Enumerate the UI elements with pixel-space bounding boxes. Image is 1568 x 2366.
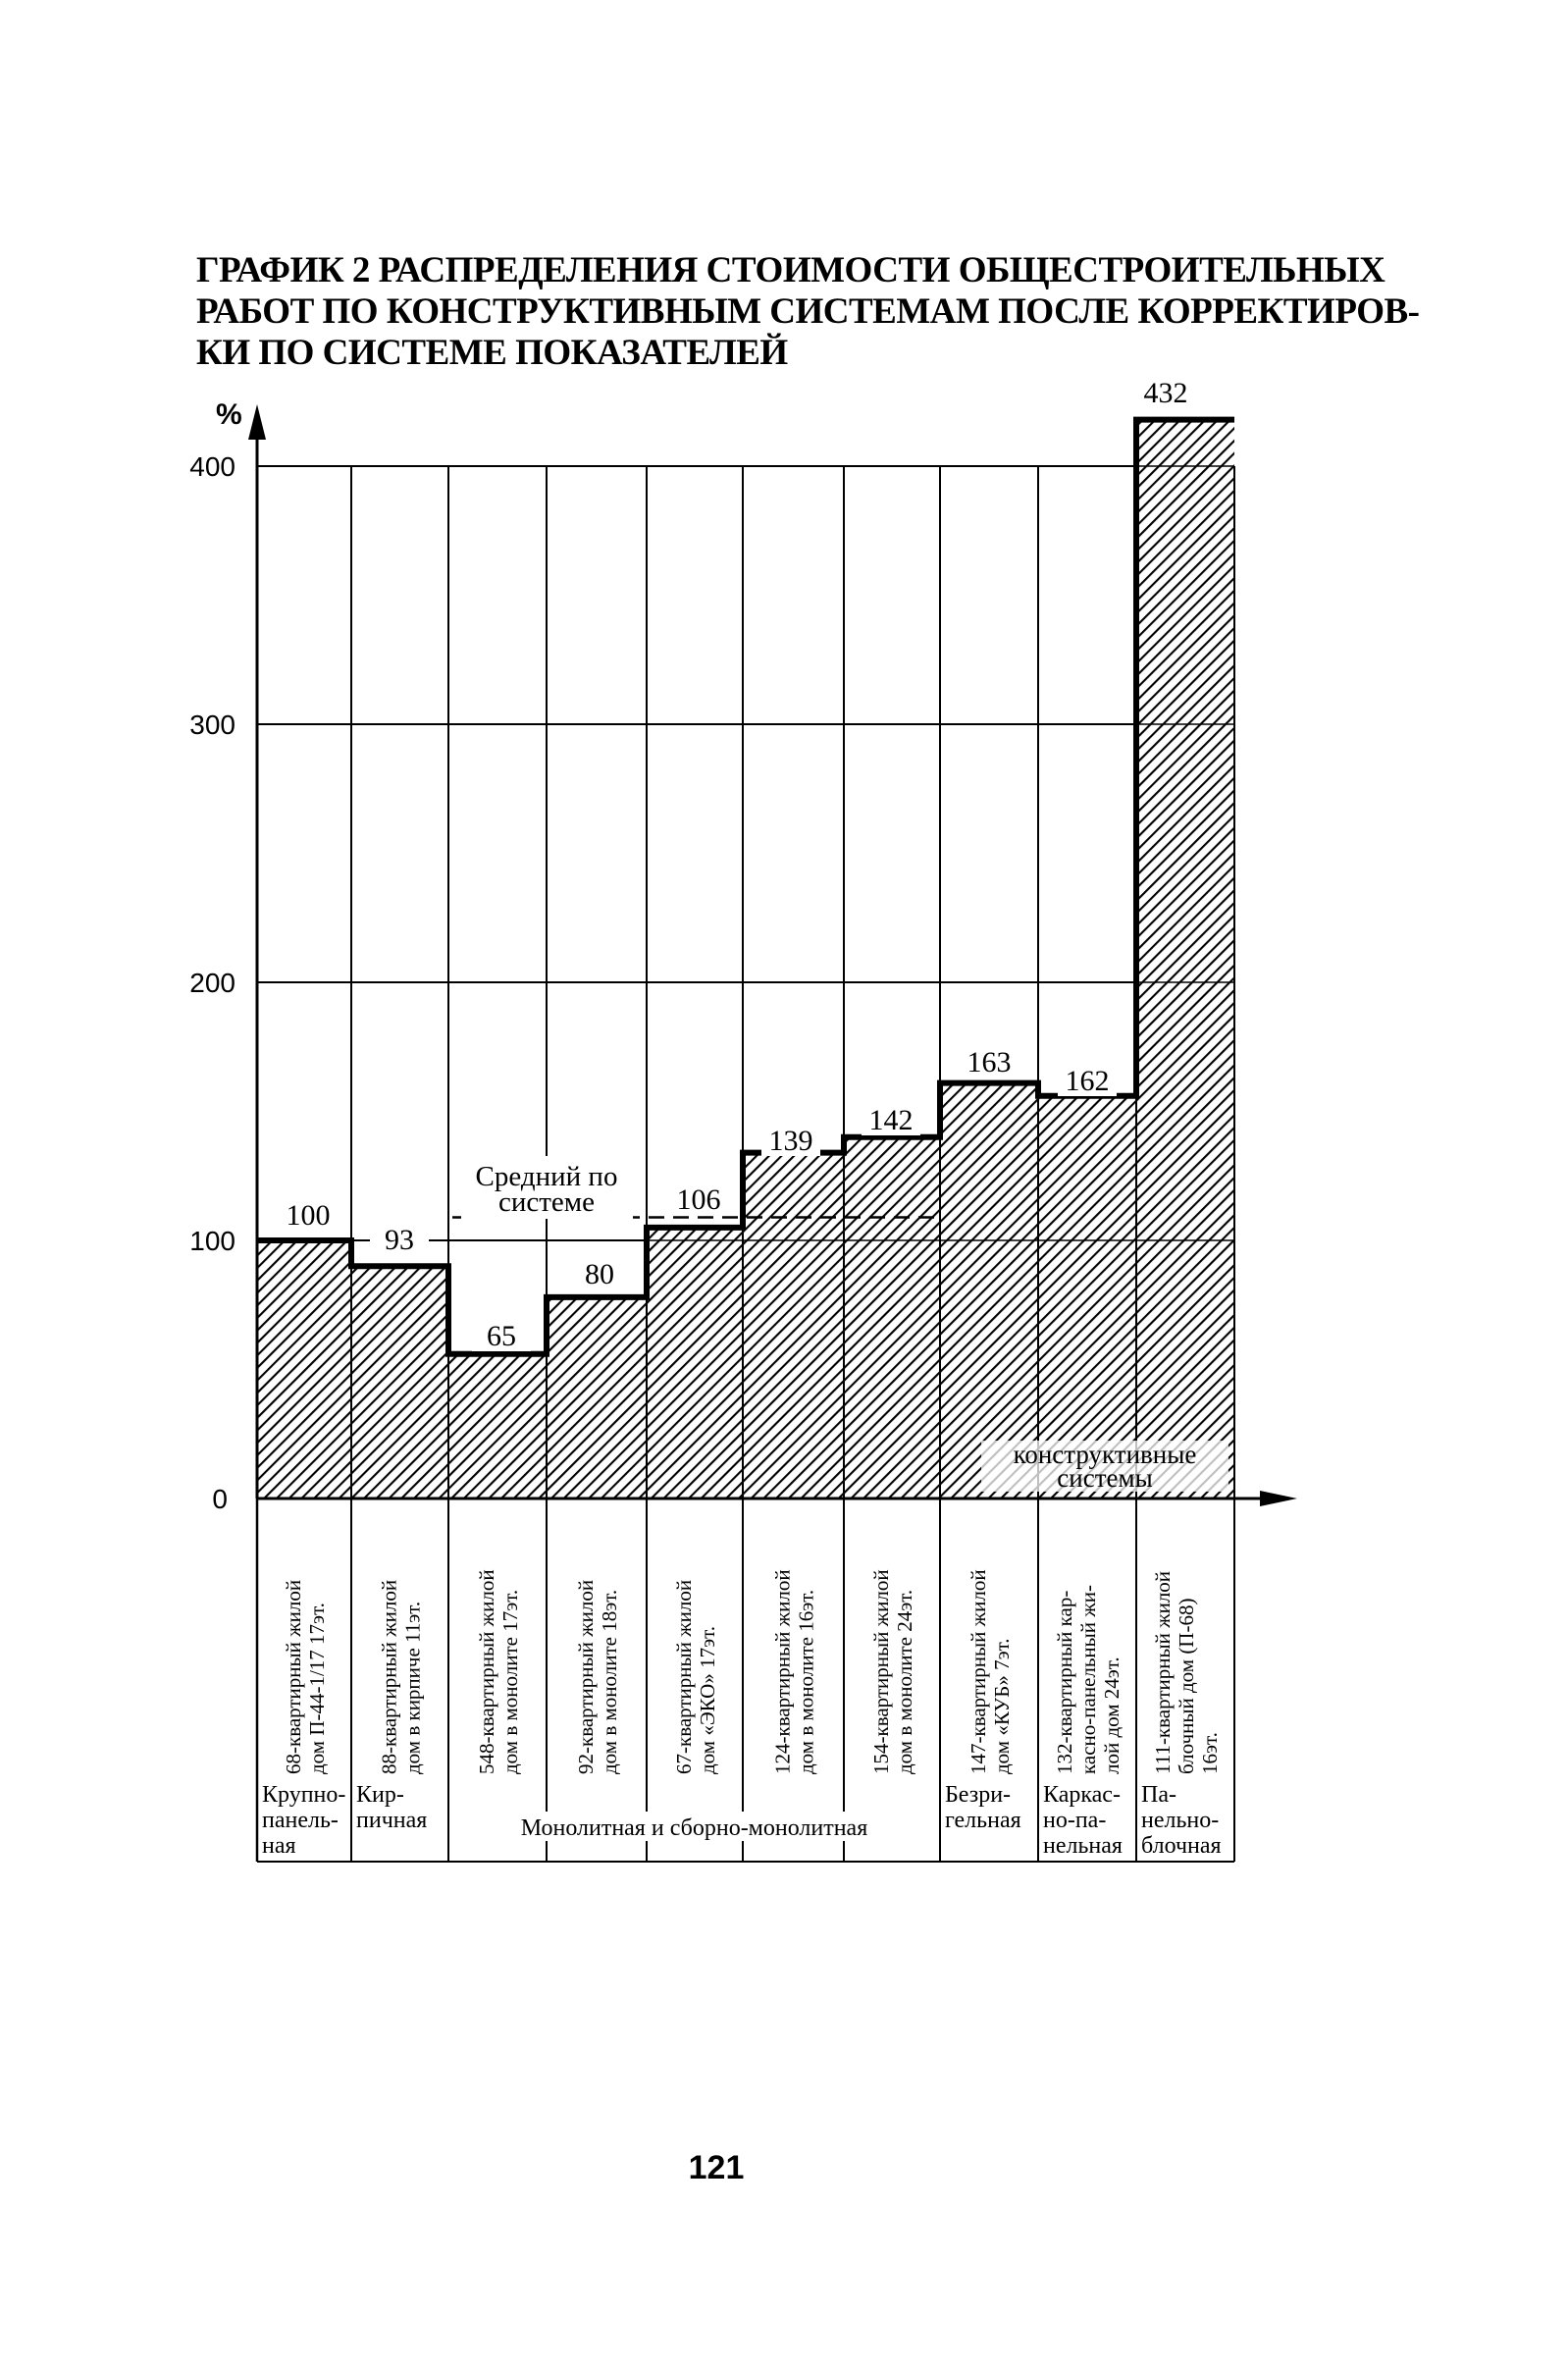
category-label-6-line-1: 124-квартирный жилой — [770, 1569, 795, 1774]
title-line-2: РАБОТ ПО КОНСТРУКТИВНЫМ СИСТЕМАМ ПОСЛЕ КОРРЕКТИРОВ- — [196, 291, 1420, 332]
system-group-label-6-line-3: блочная — [1141, 1833, 1222, 1859]
y-tick-label-0: 0 — [212, 1484, 228, 1514]
system-group-label-2-line-1: Кир- — [356, 1782, 404, 1808]
bar-7 — [844, 1137, 940, 1498]
y-tick-label-400: 400 — [189, 451, 235, 482]
bar-3 — [448, 1354, 547, 1498]
category-labels — [282, 1569, 1222, 1774]
x-axis-arrow — [1260, 1491, 1297, 1506]
y-tick-labels — [189, 398, 241, 1514]
category-label-1 — [282, 1580, 329, 1774]
system-group-label-1-line-2: панель- — [262, 1808, 339, 1833]
system-average-label-line-1: Средний по — [475, 1161, 618, 1192]
title-line-1: ГРАФИК 2 РАСПРЕДЕЛЕНИЯ СТОИМОСТИ ОБЩЕСТРОИТЕЛЬНЫХ — [196, 250, 1385, 290]
system-group-label-5-line-3: нельная — [1043, 1833, 1123, 1859]
category-label-3-line-1: 548-квартирный жилой — [475, 1569, 498, 1774]
system-group-5 — [1043, 1782, 1123, 1859]
system-group-2 — [356, 1782, 427, 1833]
category-label-1-line-1: 68-квартирный жилой — [282, 1579, 305, 1774]
category-label-7-line-2: дом в монолите 24эт. — [893, 1589, 916, 1774]
bar-1 — [257, 1240, 351, 1498]
system-group-1 — [262, 1782, 345, 1859]
y-axis-unit: % — [216, 398, 242, 431]
system-group-3 — [488, 1812, 901, 1841]
page-number: 121 — [688, 2149, 745, 2186]
bar-9 — [1038, 1096, 1136, 1498]
y-tick-label-200: 200 — [189, 968, 235, 998]
y-axis-arrow — [248, 404, 266, 440]
category-label-2-line-2: дом в кирпиче 11эт. — [400, 1601, 425, 1774]
category-label-4-line-1: 92-квартирный жилой — [574, 1579, 598, 1774]
value-label-9: 162 — [1065, 1065, 1110, 1097]
y-tick-label-300: 300 — [189, 710, 235, 740]
category-label-10 — [1151, 1571, 1222, 1774]
category-label-8 — [967, 1569, 1014, 1774]
bar-2 — [351, 1266, 448, 1498]
value-label-1: 100 — [286, 1199, 331, 1232]
system-group-label-4-line-1: Безри- — [945, 1782, 1012, 1808]
bar-6 — [743, 1153, 844, 1498]
value-label-4: 80 — [585, 1258, 614, 1290]
category-label-8-line-1: 147-квартирный жилой — [967, 1569, 990, 1774]
system-group-label-2-line-2: пичная — [356, 1808, 428, 1833]
system-group-label-6-line-1: Па- — [1141, 1782, 1176, 1808]
category-label-8-line-2: дом «КУБ» 7эт. — [990, 1638, 1014, 1774]
category-label-6-line-2: дом в монолите 16эт. — [794, 1589, 818, 1774]
bar-10 — [1136, 420, 1234, 1498]
value-label-5: 106 — [676, 1183, 721, 1216]
category-label-9-line-1: 132-квартирный кар- — [1053, 1590, 1076, 1774]
category-label-3 — [475, 1569, 522, 1774]
x-axis-label-line-2: системы — [1057, 1463, 1153, 1493]
category-label-1-line-2: дом П-44-1/17 17эт. — [305, 1603, 329, 1774]
value-label-8: 163 — [967, 1046, 1012, 1078]
value-label-3: 65 — [487, 1320, 516, 1352]
category-label-10-line-2: блочный дом (П-68) — [1175, 1598, 1198, 1774]
y-tick-label-100: 100 — [189, 1226, 235, 1256]
x-axis-label-line-1: конструктивные — [1013, 1440, 1197, 1469]
category-label-5 — [672, 1580, 719, 1774]
category-label-7-line-1: 154-квартирный жилой — [869, 1569, 893, 1774]
category-label-4-line-2: дом в монолите 18эт. — [598, 1589, 621, 1774]
category-label-9-line-2: касно-панельный жи- — [1076, 1584, 1100, 1774]
bars — [257, 420, 1234, 1498]
system-group-labels — [262, 1782, 1222, 1859]
bar-5 — [647, 1228, 743, 1498]
value-label-7: 142 — [868, 1104, 914, 1136]
category-label-6 — [771, 1569, 818, 1774]
system-group-6 — [1141, 1782, 1222, 1859]
x-axis-label — [981, 1440, 1228, 1493]
system-group-label-5-line-2: но-па- — [1043, 1808, 1107, 1833]
value-label-6: 139 — [768, 1125, 813, 1157]
system-average-label-line-2: системе — [497, 1186, 596, 1218]
title-line-3: КИ ПО СИСТЕМЕ ПОКАЗАТЕЛЕЙ — [196, 333, 788, 373]
category-label-5-line-1: 67-квартирный жилой — [672, 1579, 696, 1774]
category-label-2 — [378, 1580, 425, 1774]
system-group-label-1-line-3: ная — [262, 1833, 296, 1859]
system-group-label-3-line-1: Монолитная и сборно-монолитная — [520, 1815, 868, 1841]
bar-4 — [547, 1297, 647, 1498]
category-label-10-line-3: 16эт. — [1198, 1732, 1222, 1774]
category-label-2-line-1: 88-квартирный жилой — [377, 1579, 401, 1774]
bar-8 — [940, 1083, 1038, 1498]
category-label-9 — [1053, 1585, 1124, 1774]
category-label-5-line-2: дом «ЭКО» 17эт. — [696, 1626, 719, 1774]
category-label-4 — [574, 1580, 621, 1774]
value-label-2: 93 — [385, 1224, 414, 1256]
category-label-9-line-3: лой дом 24эт. — [1100, 1656, 1124, 1774]
system-group-4 — [945, 1782, 1021, 1833]
category-label-3-line-2: дом в монолите 17эт. — [498, 1589, 522, 1774]
system-group-label-4-line-2: гельная — [945, 1808, 1021, 1833]
system-group-label-1-line-1: Крупно- — [262, 1782, 346, 1808]
system-group-label-5-line-1: Каркас- — [1043, 1782, 1121, 1808]
category-label-10-line-1: 111-квартирный жилой — [1151, 1570, 1175, 1774]
system-group-label-6-line-2: нельно- — [1141, 1808, 1220, 1833]
category-label-7 — [869, 1569, 916, 1774]
value-label-10: 432 — [1143, 377, 1188, 409]
